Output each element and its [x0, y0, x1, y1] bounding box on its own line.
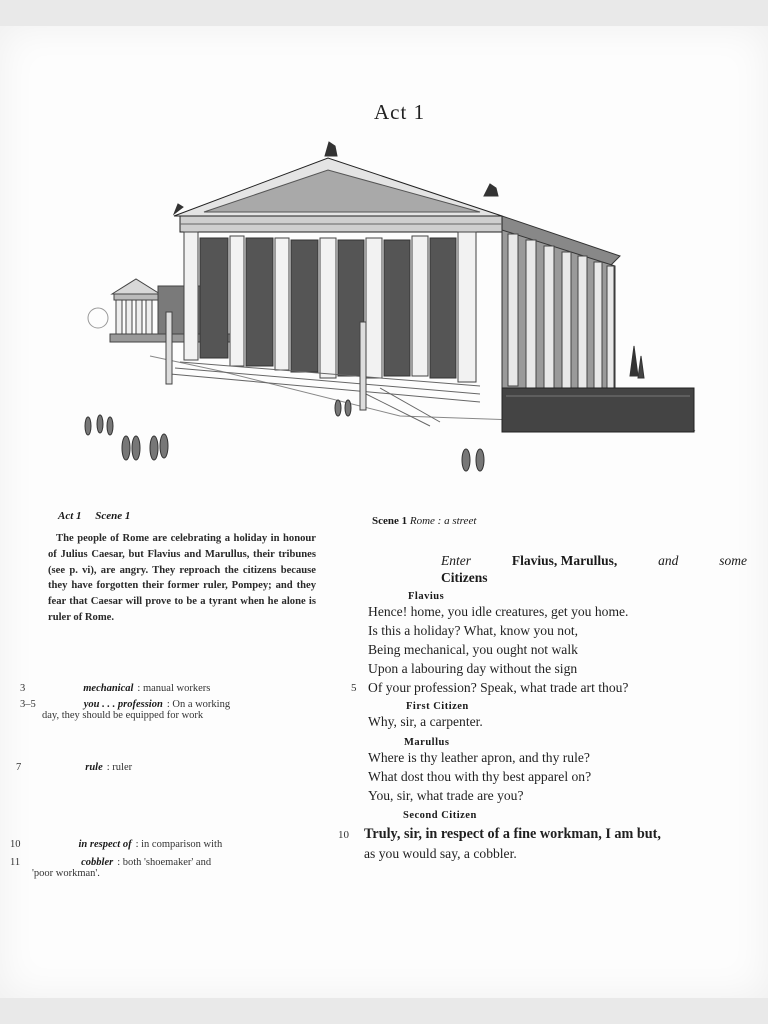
summary-text: The people of Rome are celebrating a holiday in honour of Julius Caesar, but Flavius and Marullus, their tribunes (see p. vi), are angry. They reproach the citizens because they have forgotten their former ruler, Pompey; and they fear that Caesar will prove to be a tyrant when he alone is ruler of Rome.	[48, 533, 316, 623]
verse-line: Of your profession? Speak, what trade art thou?	[368, 680, 629, 695]
verse-line: Is this a holiday? What, know you not,	[368, 623, 579, 638]
gloss-term: rule	[85, 762, 103, 773]
gloss-10	[10, 834, 222, 852]
gloss-term: mechanical	[83, 683, 134, 694]
book-page	[0, 26, 768, 998]
speaker-marullus: Marullus	[404, 737, 450, 748]
page-header: Act 1	[374, 100, 426, 124]
verse-line: Truly, sir, in respect of a fine workman, I am but,	[364, 826, 661, 842]
gloss-term: in respect of	[78, 839, 132, 850]
stage-direction	[441, 552, 747, 586]
sd-enter: Enter	[441, 553, 471, 568]
gloss-num: 3	[20, 683, 26, 694]
scene-label: Scene 1	[372, 515, 408, 527]
scene-place: Rome : a street	[409, 515, 477, 527]
gloss-def: : manual workers	[137, 683, 211, 694]
verse-line: as you would say, a cobbler.	[364, 846, 517, 861]
verse-line: What dost thou with thy best apparel on?	[368, 769, 592, 784]
speaker-flavius: Flavius	[408, 591, 445, 602]
gloss-num: 7	[16, 762, 22, 773]
verse-line: Why, sir, a carpenter.	[368, 714, 483, 729]
verse-line: You, sir, what trade are you?	[368, 788, 524, 803]
gloss-7	[16, 757, 132, 775]
sd-and: and	[658, 553, 679, 568]
scene-heading	[372, 515, 476, 527]
gloss-num: 3–5	[20, 699, 36, 710]
gloss-def: : ruler	[106, 762, 133, 773]
sd-names: Flavius, Marullus,	[511, 553, 618, 568]
gloss-num: 11	[10, 857, 21, 868]
sd-citizens: Citizens	[441, 570, 488, 585]
gloss-def: : in comparison with	[135, 839, 223, 850]
speaker-second-citizen: Second Citizen	[403, 810, 477, 821]
left-heading-scene: Scene 1	[95, 510, 131, 522]
left-heading-act: Act 1	[58, 510, 82, 522]
verse-line: Hence! home, you idle creatures, get you home.	[368, 604, 629, 619]
gloss-def: : both 'shoemaker' and	[117, 857, 212, 868]
gloss-term: cobbler	[81, 857, 114, 868]
line-number: 10	[338, 829, 349, 841]
speaker-first-citizen: First Citizen	[406, 701, 469, 712]
left-heading	[58, 510, 130, 522]
verse-line: Where is thy leather apron, and thy rule?	[368, 750, 590, 765]
temple-illustration	[70, 126, 700, 486]
sd-some: some	[719, 553, 747, 568]
gloss-term: you . . . profession	[83, 699, 163, 710]
scene-summary	[48, 531, 316, 626]
gloss-def: : On a working	[166, 699, 231, 710]
gloss-11-continued: 'poor workman'.	[32, 868, 100, 879]
gloss-num: 10	[10, 839, 21, 850]
verse-line: Upon a labouring day without the sign	[368, 661, 578, 676]
line-number: 5	[351, 682, 357, 694]
verse-line: Being mechanical, you ought not walk	[368, 642, 578, 657]
gloss-3-5-continued: day, they should be equipped for work	[42, 710, 204, 721]
